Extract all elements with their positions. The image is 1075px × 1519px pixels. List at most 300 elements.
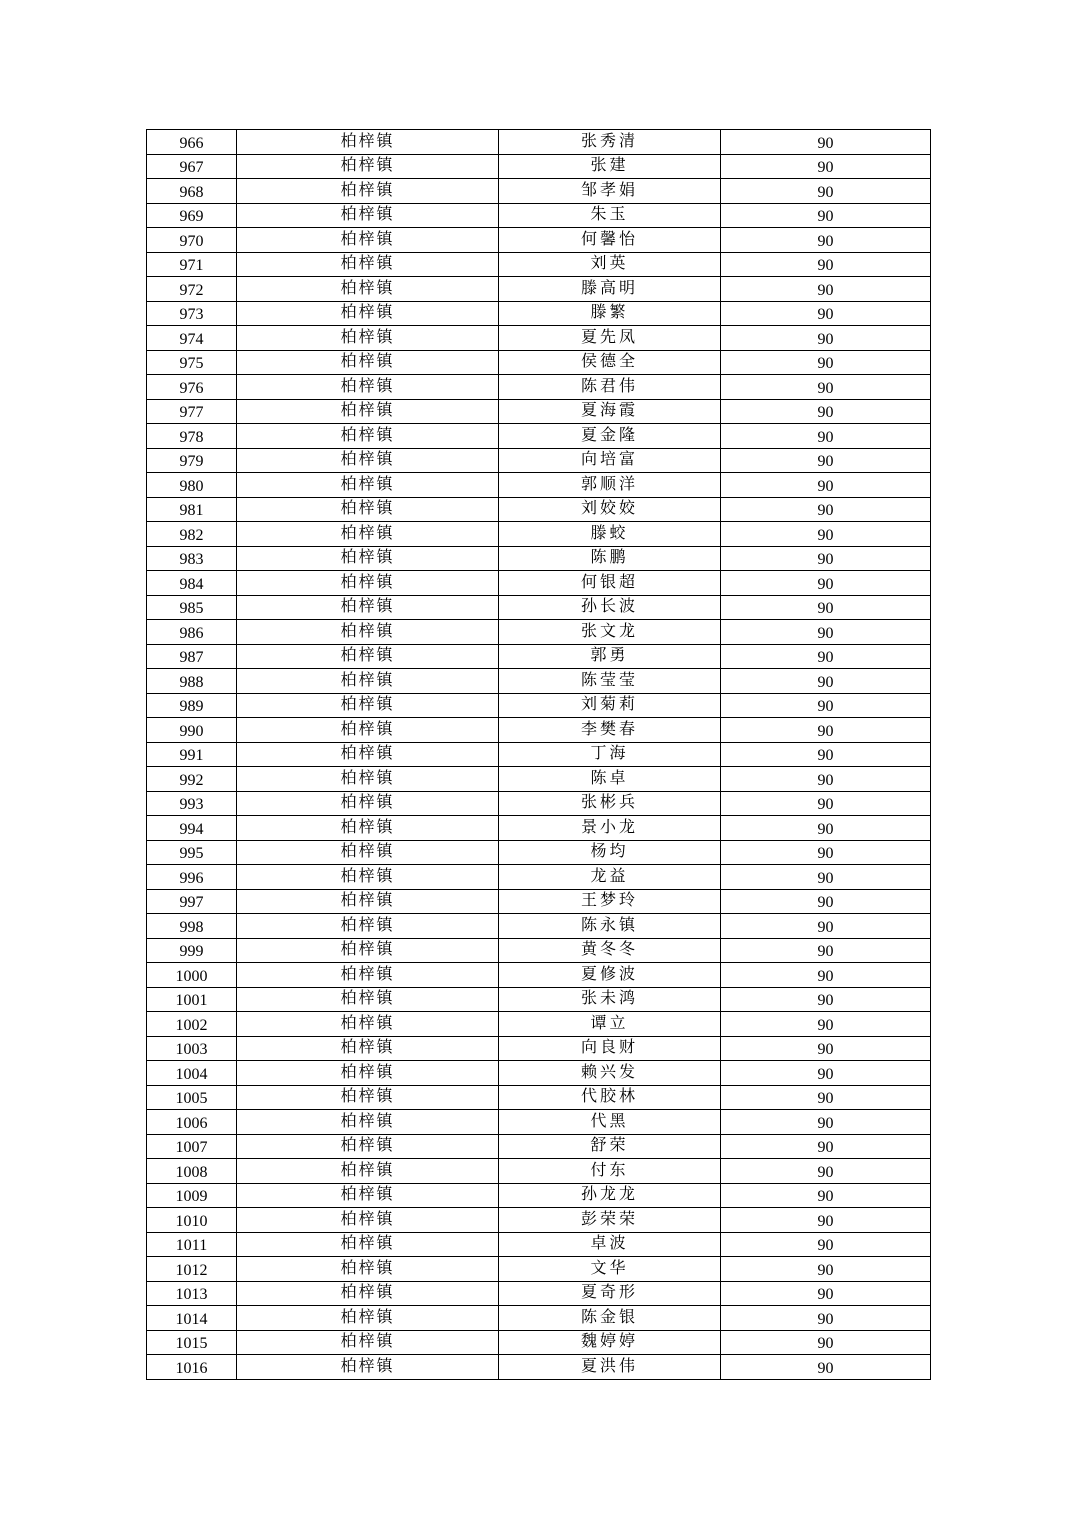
row-number-cell: [147, 595, 237, 620]
row-number-cell: [147, 767, 237, 792]
score-cell-text: 90: [817, 894, 834, 912]
table-row: [147, 1012, 931, 1037]
row-number-cell: [147, 326, 237, 351]
person-name-cell-text: 赖兴发: [580, 1063, 638, 1081]
town-cell-text: 柏梓镇: [340, 1333, 395, 1351]
row-number-cell-text: 982: [179, 526, 204, 544]
table-row: [147, 497, 931, 522]
table-row: [147, 473, 931, 498]
score-cell: [721, 963, 931, 988]
score-cell: [721, 424, 931, 449]
table-row: [147, 179, 931, 204]
town-cell-text: 柏梓镇: [340, 1210, 395, 1228]
town-cell: [237, 1036, 499, 1061]
score-cell: [721, 277, 931, 302]
person-name-cell-text: 何馨怡: [580, 230, 638, 248]
table-row: [147, 350, 931, 375]
table-row: [147, 522, 931, 547]
person-name-cell: [499, 938, 721, 963]
table-row: [147, 1061, 931, 1086]
person-name-cell: [499, 1208, 721, 1233]
score-cell-text: 90: [817, 796, 834, 814]
town-cell-text: 柏梓镇: [340, 965, 395, 983]
table-row: [147, 326, 931, 351]
table-row: [147, 448, 931, 473]
person-name-cell: [499, 693, 721, 718]
row-number-cell-text: 1012: [175, 1261, 208, 1279]
table-row: [147, 1085, 931, 1110]
person-name-cell-text: 侯德全: [580, 353, 638, 371]
score-cell-text: 90: [817, 428, 834, 446]
table-row: [147, 1232, 931, 1257]
score-cell-text: 90: [817, 992, 834, 1010]
table-row: [147, 840, 931, 865]
score-cell: [721, 326, 931, 351]
row-number-cell: [147, 1183, 237, 1208]
row-number-cell-text: 1005: [175, 1090, 208, 1108]
row-number-cell-text: 986: [179, 624, 204, 642]
person-name-cell-text: 夏海霞: [580, 402, 638, 420]
person-name-cell: [499, 742, 721, 767]
score-cell-text: 90: [817, 502, 834, 520]
score-cell: [721, 1208, 931, 1233]
score-cell-text: 90: [817, 820, 834, 838]
score-cell-text: 90: [817, 624, 834, 642]
row-number-cell: [147, 497, 237, 522]
row-number-cell: [147, 914, 237, 939]
score-cell: [721, 816, 931, 841]
table-row: [147, 1257, 931, 1282]
town-cell: [237, 277, 499, 302]
person-name-cell-text: 陈莹莹: [580, 671, 638, 689]
table-row: [147, 816, 931, 841]
person-name-cell-text: 滕繁: [590, 304, 629, 322]
score-cell-text: 90: [817, 257, 834, 275]
score-cell: [721, 179, 931, 204]
town-cell-text: 柏梓镇: [340, 598, 395, 616]
person-name-cell-text: 卓波: [590, 1235, 629, 1253]
score-cell-text: 90: [817, 134, 834, 152]
town-cell-text: 柏梓镇: [340, 353, 395, 371]
score-cell-text: 90: [817, 453, 834, 471]
town-cell-text: 柏梓镇: [340, 230, 395, 248]
person-name-cell-text: 代胶林: [580, 1088, 638, 1106]
score-cell: [721, 375, 931, 400]
table-row: [147, 301, 931, 326]
person-name-cell: [499, 620, 721, 645]
person-name-cell: [499, 1232, 721, 1257]
table-row: [147, 1208, 931, 1233]
row-number-cell-text: 987: [179, 649, 204, 667]
town-cell: [237, 1183, 499, 1208]
row-number-cell-text: 968: [179, 183, 204, 201]
row-number-cell: [147, 375, 237, 400]
person-name-cell-text: 付东: [590, 1161, 629, 1179]
score-cell: [721, 1012, 931, 1037]
table-row: [147, 1183, 931, 1208]
score-cell: [721, 1232, 931, 1257]
score-cell: [721, 203, 931, 228]
person-name-cell: [499, 424, 721, 449]
table-row: [147, 1110, 931, 1135]
score-cell: [721, 1183, 931, 1208]
score-cell: [721, 644, 931, 669]
row-number-cell-text: 992: [179, 771, 204, 789]
person-name-cell: [499, 1036, 721, 1061]
person-name-cell-text: 陈永镇: [580, 916, 638, 934]
person-name-cell-text: 刘菊莉: [580, 696, 638, 714]
town-cell: [237, 203, 499, 228]
row-number-cell: [147, 228, 237, 253]
score-cell: [721, 1061, 931, 1086]
row-number-cell: [147, 399, 237, 424]
town-cell: [237, 473, 499, 498]
person-name-cell: [499, 865, 721, 890]
town-cell: [237, 1355, 499, 1380]
table-row: [147, 963, 931, 988]
row-number-cell-text: 973: [179, 306, 204, 324]
person-name-cell-text: 向良财: [580, 1039, 638, 1057]
town-cell-text: 柏梓镇: [340, 475, 395, 493]
person-name-cell: [499, 546, 721, 571]
row-number-cell: [147, 1281, 237, 1306]
town-cell: [237, 938, 499, 963]
town-cell-text: 柏梓镇: [340, 132, 395, 150]
town-cell: [237, 424, 499, 449]
row-number-cell-text: 969: [179, 208, 204, 226]
row-number-cell-text: 1006: [175, 1114, 208, 1132]
row-number-cell: [147, 620, 237, 645]
town-cell-text: 柏梓镇: [340, 402, 395, 420]
town-cell: [237, 791, 499, 816]
person-name-cell: [499, 203, 721, 228]
person-name-cell-text: 李樊春: [580, 720, 638, 738]
town-cell-text: 柏梓镇: [340, 1063, 395, 1081]
row-number-cell-text: 977: [179, 404, 204, 422]
town-cell: [237, 130, 499, 155]
row-number-cell-text: 972: [179, 281, 204, 299]
person-name-cell-text: 夏奇形: [580, 1284, 638, 1302]
row-number-cell-text: 1002: [175, 1016, 208, 1034]
table-row: [147, 277, 931, 302]
score-cell-text: 90: [817, 1335, 834, 1353]
town-cell-text: 柏梓镇: [340, 818, 395, 836]
score-cell-text: 90: [817, 183, 834, 201]
person-name-cell-text: 张建: [590, 157, 629, 175]
town-cell-text: 柏梓镇: [340, 1088, 395, 1106]
row-number-cell-text: 999: [179, 943, 204, 961]
score-cell: [721, 1330, 931, 1355]
row-number-cell-text: 978: [179, 428, 204, 446]
score-cell: [721, 1159, 931, 1184]
person-name-cell-text: 舒荣: [590, 1137, 629, 1155]
town-cell: [237, 1110, 499, 1135]
person-name-cell: [499, 1183, 721, 1208]
score-cell: [721, 914, 931, 939]
score-cell-text: 90: [817, 600, 834, 618]
person-name-cell: [499, 399, 721, 424]
table-row: [147, 1306, 931, 1331]
score-cell: [721, 154, 931, 179]
row-number-cell-text: 997: [179, 894, 204, 912]
row-number-cell: [147, 1257, 237, 1282]
score-cell-text: 90: [817, 575, 834, 593]
score-cell: [721, 1257, 931, 1282]
person-name-cell: [499, 767, 721, 792]
score-cell-text: 90: [817, 918, 834, 936]
table-row: [147, 1134, 931, 1159]
town-cell: [237, 571, 499, 596]
town-cell: [237, 889, 499, 914]
score-cell-text: 90: [817, 355, 834, 373]
table-row: [147, 987, 931, 1012]
town-cell-text: 柏梓镇: [340, 867, 395, 885]
town-cell-text: 柏梓镇: [340, 892, 395, 910]
score-cell: [721, 448, 931, 473]
person-name-cell: [499, 914, 721, 939]
town-cell: [237, 840, 499, 865]
score-cell-text: 90: [817, 1261, 834, 1279]
row-number-cell: [147, 179, 237, 204]
table-row: [147, 669, 931, 694]
score-cell-text: 90: [817, 1310, 834, 1328]
score-cell: [721, 1085, 931, 1110]
score-cell: [721, 693, 931, 718]
score-cell: [721, 1355, 931, 1380]
person-name-cell-text: 杨均: [590, 843, 629, 861]
row-number-cell-text: 983: [179, 551, 204, 569]
person-name-cell-text: 滕高明: [580, 279, 638, 297]
row-number-cell: [147, 742, 237, 767]
town-cell-text: 柏梓镇: [340, 157, 395, 175]
row-number-cell: [147, 1306, 237, 1331]
score-cell-text: 90: [817, 1163, 834, 1181]
row-number-cell-text: 976: [179, 379, 204, 397]
town-cell: [237, 326, 499, 351]
town-cell-text: 柏梓镇: [340, 1308, 395, 1326]
person-name-cell: [499, 1061, 721, 1086]
score-cell-text: 90: [817, 330, 834, 348]
row-number-cell: [147, 1012, 237, 1037]
person-name-cell-text: 向培富: [580, 451, 638, 469]
table-row: [147, 375, 931, 400]
table-row: [147, 1159, 931, 1184]
row-number-cell: [147, 277, 237, 302]
row-number-cell-text: 1009: [175, 1188, 208, 1206]
town-cell: [237, 252, 499, 277]
row-number-cell: [147, 424, 237, 449]
person-name-cell: [499, 1257, 721, 1282]
person-name-cell-text: 郭顺洋: [580, 475, 638, 493]
table-row: [147, 228, 931, 253]
town-cell-text: 柏梓镇: [340, 696, 395, 714]
town-cell-text: 柏梓镇: [340, 794, 395, 812]
score-cell: [721, 522, 931, 547]
town-cell: [237, 301, 499, 326]
town-cell-text: 柏梓镇: [340, 647, 395, 665]
person-name-cell: [499, 179, 721, 204]
person-name-cell: [499, 228, 721, 253]
row-number-cell: [147, 669, 237, 694]
row-number-cell-text: 974: [179, 330, 204, 348]
town-cell: [237, 669, 499, 694]
town-cell-text: 柏梓镇: [340, 1284, 395, 1302]
row-number-cell: [147, 473, 237, 498]
person-name-cell: [499, 1159, 721, 1184]
score-cell-text: 90: [817, 159, 834, 177]
score-cell: [721, 546, 931, 571]
town-cell: [237, 1159, 499, 1184]
town-cell: [237, 914, 499, 939]
row-number-cell-text: 988: [179, 673, 204, 691]
person-name-cell: [499, 816, 721, 841]
row-number-cell-text: 1004: [175, 1065, 208, 1083]
row-number-cell-text: 989: [179, 698, 204, 716]
table-row: [147, 1330, 931, 1355]
score-cell: [721, 1036, 931, 1061]
row-number-cell: [147, 522, 237, 547]
score-cell: [721, 301, 931, 326]
person-name-cell: [499, 1281, 721, 1306]
score-cell-text: 90: [817, 306, 834, 324]
person-name-cell-text: 龙益: [590, 867, 629, 885]
town-cell-text: 柏梓镇: [340, 573, 395, 591]
row-number-cell: [147, 1330, 237, 1355]
score-cell-text: 90: [817, 208, 834, 226]
table-row: [147, 1281, 931, 1306]
town-cell: [237, 1012, 499, 1037]
town-cell-text: 柏梓镇: [340, 328, 395, 346]
row-number-cell-text: 996: [179, 869, 204, 887]
score-cell-text: 90: [817, 526, 834, 544]
town-cell: [237, 693, 499, 718]
town-cell: [237, 1257, 499, 1282]
score-cell-text: 90: [817, 722, 834, 740]
row-number-cell: [147, 987, 237, 1012]
score-cell: [721, 742, 931, 767]
score-cell: [721, 473, 931, 498]
row-number-cell: [147, 546, 237, 571]
person-name-cell: [499, 571, 721, 596]
town-cell-text: 柏梓镇: [340, 671, 395, 689]
town-cell-text: 柏梓镇: [340, 181, 395, 199]
row-number-cell-text: 979: [179, 453, 204, 471]
row-number-cell-text: 1007: [175, 1139, 208, 1157]
row-number-cell-text: 990: [179, 722, 204, 740]
town-cell: [237, 1134, 499, 1159]
score-cell-text: 90: [817, 649, 834, 667]
row-number-cell: [147, 1208, 237, 1233]
row-number-cell: [147, 350, 237, 375]
town-cell: [237, 546, 499, 571]
table-row: [147, 767, 931, 792]
score-cell-text: 90: [817, 281, 834, 299]
score-cell-text: 90: [817, 943, 834, 961]
person-name-cell: [499, 987, 721, 1012]
person-name-cell: [499, 1134, 721, 1159]
score-cell: [721, 987, 931, 1012]
person-name-cell: [499, 1330, 721, 1355]
person-name-cell-text: 孙龙龙: [580, 1186, 638, 1204]
person-name-cell-text: 王梦玲: [580, 892, 638, 910]
score-cell: [721, 228, 931, 253]
person-name-cell: [499, 375, 721, 400]
person-name-cell-text: 滕蛟: [590, 524, 629, 542]
score-cell: [721, 1134, 931, 1159]
row-number-cell-text: 1013: [175, 1286, 208, 1304]
row-number-cell-text: 1016: [175, 1359, 208, 1377]
town-cell-text: 柏梓镇: [340, 1039, 395, 1057]
row-number-cell-text: 975: [179, 355, 204, 373]
town-cell-text: 柏梓镇: [340, 279, 395, 297]
town-cell: [237, 522, 499, 547]
town-cell: [237, 350, 499, 375]
row-number-cell-text: 994: [179, 820, 204, 838]
row-number-cell: [147, 252, 237, 277]
score-cell-text: 90: [817, 404, 834, 422]
town-cell: [237, 865, 499, 890]
score-cell: [721, 1306, 931, 1331]
score-cell-text: 90: [817, 551, 834, 569]
row-number-cell: [147, 938, 237, 963]
town-cell-text: 柏梓镇: [340, 1235, 395, 1253]
person-name-cell: [499, 326, 721, 351]
row-number-cell-text: 985: [179, 600, 204, 618]
town-cell-text: 柏梓镇: [340, 1161, 395, 1179]
row-number-cell: [147, 1134, 237, 1159]
table-row: [147, 693, 931, 718]
person-name-cell-text: 景小龙: [580, 818, 638, 836]
person-name-cell-text: 陈金银: [580, 1308, 638, 1326]
town-cell-text: 柏梓镇: [340, 1137, 395, 1155]
town-cell-text: 柏梓镇: [340, 916, 395, 934]
score-cell-text: 90: [817, 1090, 834, 1108]
person-name-cell-text: 孙长波: [580, 598, 638, 616]
score-cell-text: 90: [817, 771, 834, 789]
person-name-cell: [499, 840, 721, 865]
score-cell-text: 90: [817, 379, 834, 397]
person-name-cell-text: 夏金隆: [580, 426, 638, 444]
person-name-cell: [499, 669, 721, 694]
score-cell-text: 90: [817, 1286, 834, 1304]
score-cell-text: 90: [817, 698, 834, 716]
table-row: [147, 914, 931, 939]
row-number-cell: [147, 865, 237, 890]
row-number-cell: [147, 840, 237, 865]
table-row: [147, 742, 931, 767]
score-cell-text: 90: [817, 869, 834, 887]
town-cell-text: 柏梓镇: [340, 622, 395, 640]
person-name-cell: [499, 889, 721, 914]
roster-table-body: [147, 130, 931, 1380]
town-cell-text: 柏梓镇: [340, 1112, 395, 1130]
person-name-cell-text: 朱玉: [590, 206, 629, 224]
score-cell-text: 90: [817, 1188, 834, 1206]
row-number-cell-text: 995: [179, 845, 204, 863]
person-name-cell: [499, 1012, 721, 1037]
table-row: [147, 865, 931, 890]
town-cell: [237, 154, 499, 179]
person-name-cell-text: 郭勇: [590, 647, 629, 665]
town-cell: [237, 742, 499, 767]
table-row: [147, 938, 931, 963]
person-name-cell-text: 夏先凤: [580, 328, 638, 346]
town-cell-text: 柏梓镇: [340, 843, 395, 861]
person-name-cell-text: 谭立: [590, 1014, 629, 1032]
score-cell: [721, 252, 931, 277]
town-cell: [237, 448, 499, 473]
town-cell: [237, 228, 499, 253]
